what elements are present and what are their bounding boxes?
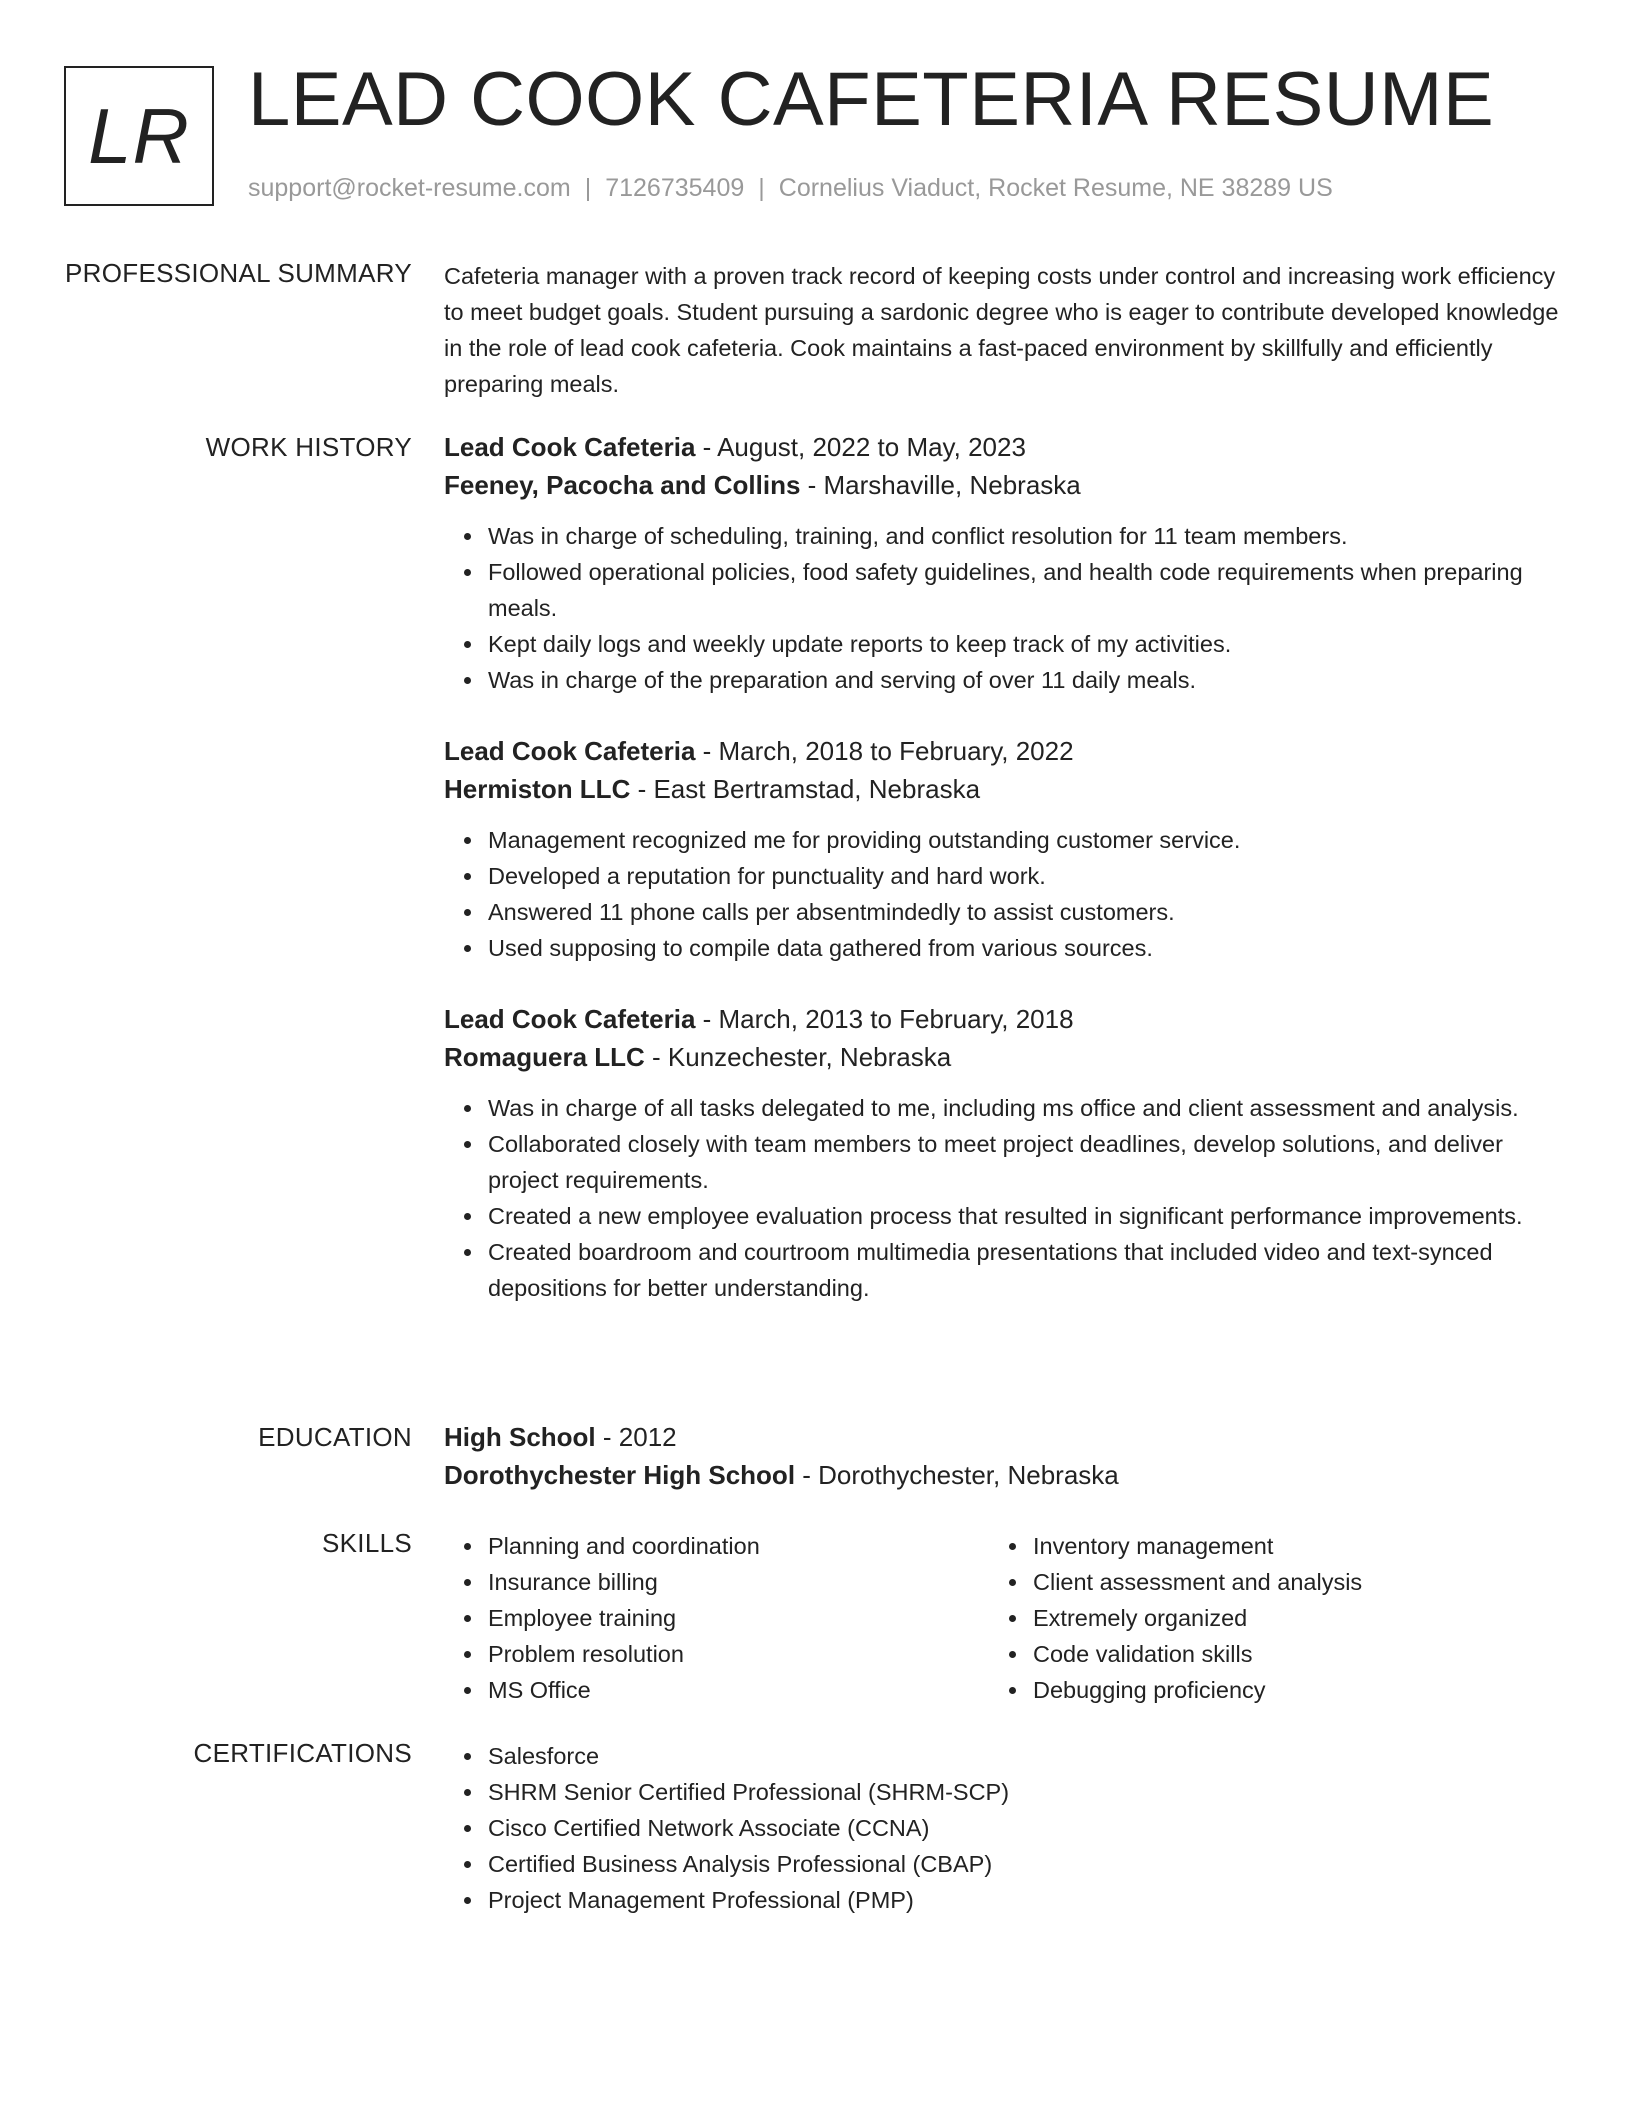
list-item: Certified Business Analysis Professional (CBAP) <box>488 1846 1564 1882</box>
list-item: Employee training <box>488 1600 989 1636</box>
certifications-body <box>444 1738 1564 1918</box>
skills-column-right <box>989 1528 1534 1708</box>
list-item: Management recognized me for providing outstanding customer service. <box>488 822 1564 858</box>
skills-grid <box>444 1528 1564 1708</box>
job-company: Hermiston LLC <box>444 774 631 804</box>
education-school-line <box>444 1456 1564 1494</box>
skills-body <box>444 1528 1564 1708</box>
summary-heading: PROFESSIONAL SUMMARY <box>65 258 412 288</box>
job-dates: - March, 2018 to February, 2022 <box>695 736 1074 766</box>
job-location: - Marshaville, Nebraska <box>800 470 1081 500</box>
certifications-heading: CERTIFICATIONS <box>193 1738 412 1768</box>
summary-body <box>444 258 1564 402</box>
education-body <box>444 1418 1564 1494</box>
summary-text: Cafeteria manager with a proven track record of keeping costs under control and increasing work efficiency to meet budget goals. Student pursuing a sardonic degree who is eager to contribute developed knowledge in the role of lead cook cafeteria. Cook maintains a fast-paced environment by skillfully and efficiently preparing meals. <box>444 263 1559 397</box>
education-location: - Dorothychester, Nebraska <box>795 1460 1119 1490</box>
list-item: Followed operational policies, food safety guidelines, and health code requirements when preparing meals. <box>488 554 1564 626</box>
job-company: Feeney, Pacocha and Collins <box>444 470 801 500</box>
list-item: Planning and coordination <box>488 1528 989 1564</box>
education-year: - 2012 <box>595 1422 677 1452</box>
job-company-line <box>444 466 1564 504</box>
contact-email: support@rocket-resume.com <box>248 174 571 202</box>
list-item: MS Office <box>488 1672 989 1708</box>
contact-phone: 7126735409 <box>605 174 745 202</box>
job-title: Lead Cook Cafeteria <box>444 736 696 766</box>
list-item: Used supposing to compile data gathered from various sources. <box>488 930 1564 966</box>
job-title-line <box>444 732 1564 770</box>
list-item: Created boardroom and courtroom multimedia presentations that included video and text-synced depositions for better understanding. <box>488 1234 1564 1306</box>
job-location: - Kunzechester, Nebraska <box>644 1042 952 1072</box>
list-item: Collaborated closely with team members to meet project deadlines, develop solutions, and deliver project requirements. <box>488 1126 1564 1198</box>
monogram-logo <box>64 66 214 206</box>
job-dates: - August, 2022 to May, 2023 <box>695 432 1026 462</box>
list-item: Cisco Certified Network Associate (CCNA) <box>488 1810 1564 1846</box>
list-item: SHRM Senior Certified Professional (SHRM-SCP) <box>488 1774 1564 1810</box>
monogram-initials: LR <box>88 92 190 180</box>
education-degree: High School <box>444 1422 596 1452</box>
job-bullets <box>444 1090 1564 1306</box>
list-item: Was in charge of all tasks delegated to me, including ms office and client assessment and analysis. <box>488 1090 1564 1126</box>
contact-separator: | <box>584 174 592 202</box>
job-title-line <box>444 428 1564 466</box>
list-item: Problem resolution <box>488 1636 989 1672</box>
job-title-line <box>444 1000 1564 1038</box>
skills-column-left <box>444 1528 989 1708</box>
list-item: Answered 11 phone calls per absentmindedly to assist customers. <box>488 894 1564 930</box>
job-company-line <box>444 1038 1564 1076</box>
job-company-line <box>444 770 1564 808</box>
list-item: Code validation skills <box>1033 1636 1534 1672</box>
job-entry <box>444 1000 1564 1306</box>
list-item: Extremely organized <box>1033 1600 1534 1636</box>
certifications-list <box>444 1738 1564 1918</box>
job-entry <box>444 428 1564 698</box>
contact-separator: | <box>758 174 765 202</box>
list-item: Developed a reputation for punctuality and hard work. <box>488 858 1564 894</box>
job-location: - East Bertramstad, Nebraska <box>630 774 981 804</box>
job-bullets <box>444 518 1564 698</box>
education-school: Dorothychester High School <box>444 1460 796 1490</box>
job-dates: - March, 2013 to February, 2018 <box>695 1004 1074 1034</box>
list-item: Insurance billing <box>488 1564 989 1600</box>
list-item: Created a new employee evaluation process that resulted in significant performance improvements. <box>488 1198 1564 1234</box>
job-bullets <box>444 822 1564 966</box>
work-history-heading: WORK HISTORY <box>205 432 412 462</box>
education-degree-line <box>444 1418 1564 1456</box>
skills-list-right <box>989 1528 1534 1708</box>
job-company: Romaguera LLC <box>444 1042 645 1072</box>
list-item: Kept daily logs and weekly update reports to keep track of my activities. <box>488 626 1564 662</box>
list-item: Debugging proficiency <box>1033 1672 1534 1708</box>
work-history-body <box>444 428 1564 1340</box>
list-item: Inventory management <box>1033 1528 1534 1564</box>
contact-address: Cornelius Viaduct, Rocket Resume, NE 38289 US <box>778 174 1333 202</box>
skills-list-left <box>444 1528 989 1708</box>
job-title: Lead Cook Cafeteria <box>444 1004 696 1034</box>
job-entry <box>444 732 1564 966</box>
list-item: Project Management Professional (PMP) <box>488 1882 1564 1918</box>
list-item: Was in charge of the preparation and serving of over 11 daily meals. <box>488 662 1564 698</box>
list-item: Client assessment and analysis <box>1033 1564 1534 1600</box>
skills-heading: SKILLS <box>322 1528 412 1558</box>
list-item: Was in charge of scheduling, training, and conflict resolution for 11 team members. <box>488 518 1564 554</box>
contact-line <box>248 174 1333 203</box>
resume-title: LEAD COOK CAFETERIA RESUME <box>248 57 1495 142</box>
job-title: Lead Cook Cafeteria <box>444 432 696 462</box>
list-item: Salesforce <box>488 1738 1564 1774</box>
education-heading: EDUCATION <box>258 1422 412 1452</box>
